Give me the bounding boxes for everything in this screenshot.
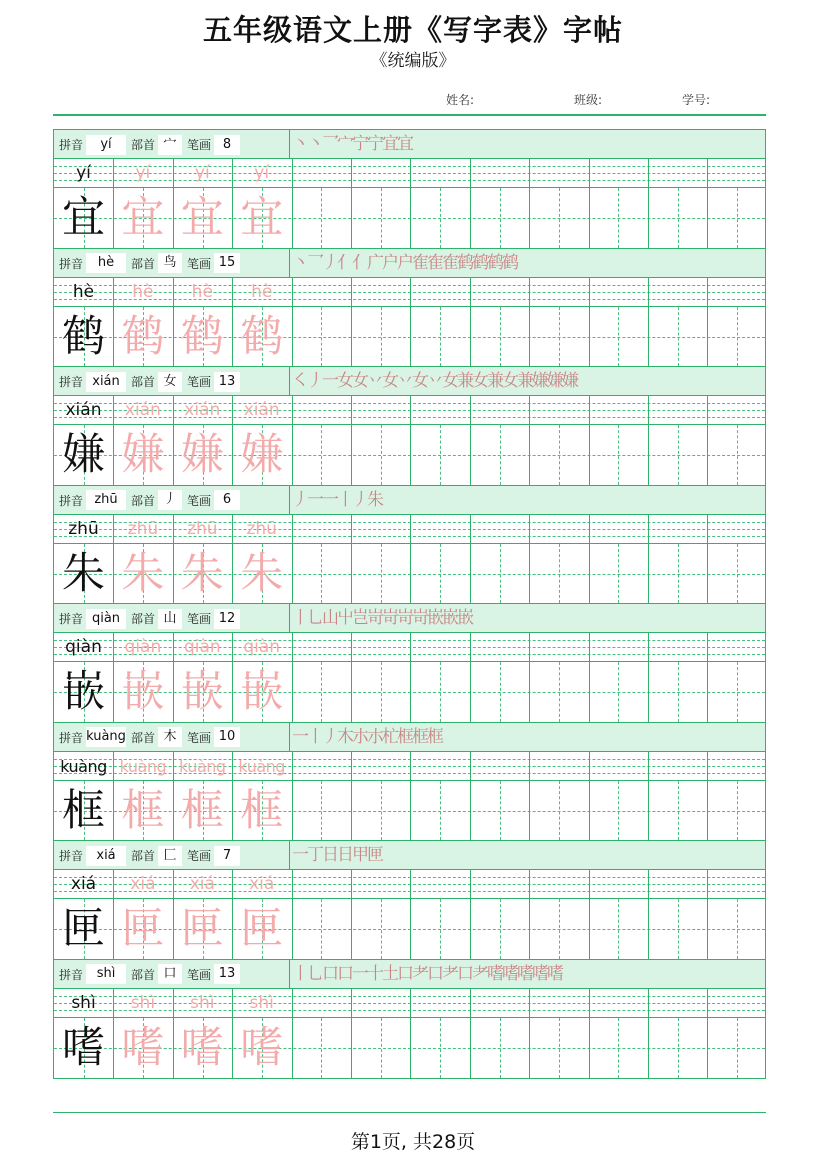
footer-divider — [53, 1112, 766, 1113]
hanzi-trace: 朱 — [180, 548, 224, 599]
character-block — [54, 130, 765, 249]
stroke-count-value: 13 — [214, 372, 240, 392]
character-header — [54, 367, 765, 396]
hanzi-trace: 框 — [180, 785, 224, 836]
class-label: 班级: — [574, 93, 603, 107]
pinyin-label: 拼音 — [59, 849, 84, 863]
radical-value: 山 — [158, 609, 182, 629]
pinyin-trace: qiàn — [243, 637, 281, 657]
character-header — [54, 604, 765, 633]
hanzi-trace: 嫌 — [180, 430, 224, 480]
stroke-order: 丶丶乛宀宁宁宜宜 — [292, 134, 412, 154]
radical-value: 丿 — [158, 490, 182, 510]
stroke-count-label: 笔画 — [187, 138, 212, 152]
hanzi-trace: 朱 — [240, 548, 284, 599]
radical-label: 部首 — [131, 493, 156, 508]
radical-value: 木 — [158, 727, 182, 747]
stroke-count-value: 7 — [214, 846, 240, 866]
hanzi-trace: 鹤 — [180, 311, 224, 362]
character-block — [54, 249, 765, 368]
character-block — [54, 841, 765, 960]
pinyin-trace: shì — [190, 992, 215, 1013]
pinyin-value: xián — [86, 372, 126, 392]
pinyin-label: 拼音 — [59, 730, 84, 745]
radical-value: 口 — [158, 964, 182, 984]
page-subtitle: 《统编版》 — [370, 51, 456, 71]
pinyin-trace: xiá — [130, 874, 156, 894]
character-header — [54, 723, 765, 752]
hanzi-trace: 鹤 — [121, 311, 165, 362]
hanzi-model: 宜 — [62, 193, 105, 243]
header-divider — [53, 114, 766, 116]
hanzi-model: 朱 — [62, 548, 105, 599]
hanzi-trace: 宜 — [180, 193, 224, 243]
pinyin-model: xián — [65, 400, 102, 420]
character-block — [54, 723, 765, 842]
radical-value: 鸟 — [158, 253, 182, 273]
pinyin-trace: shì — [130, 992, 156, 1013]
pinyin-trace: yí — [254, 163, 270, 183]
hanzi-trace: 嗜 — [180, 1022, 224, 1073]
pinyin-trace: zhū — [187, 518, 218, 539]
hanzi-trace: 朱 — [121, 548, 165, 599]
radical-label: 部首 — [131, 256, 156, 271]
pinyin-label: 拼音 — [59, 375, 84, 389]
pinyin-label: 拼音 — [59, 612, 84, 626]
character-block — [54, 486, 765, 605]
name-label: 姓名: — [446, 93, 475, 107]
hanzi-trace: 嵌 — [180, 667, 224, 717]
pinyin-trace: xián — [184, 400, 221, 420]
stroke-order: 丨乚山屮岂岢岢岢岢嵌嵌嵌 — [292, 608, 472, 628]
pinyin-trace: shì — [249, 992, 274, 1013]
stroke-count-value: 6 — [214, 490, 240, 510]
pinyin-trace: xián — [243, 400, 280, 420]
hanzi-trace: 框 — [121, 785, 165, 836]
hanzi-trace: 嗜 — [240, 1022, 284, 1073]
stroke-count-label: 笔画 — [187, 612, 212, 626]
stroke-count-label: 笔画 — [187, 493, 212, 508]
page-title: 五年级语文上册《写字表》字帖 — [202, 13, 623, 47]
pinyin-trace: xián — [124, 400, 161, 420]
stroke-order: ㇛丿一女女丷女丷女丷女兼女兼女兼嫌嫌嫌 — [292, 371, 577, 391]
pinyin-label: 拼音 — [59, 256, 84, 271]
radical-label: 部首 — [131, 730, 156, 745]
pinyin-trace: qiàn — [183, 637, 221, 657]
hanzi-model: 匣 — [62, 904, 105, 954]
pinyin-trace: xiá — [249, 874, 275, 894]
hanzi-trace: 宜 — [121, 193, 165, 243]
hanzi-trace: 匣 — [121, 904, 165, 954]
character-block — [54, 960, 765, 1079]
stroke-order: 丨乚口口一十土口耂口耂口耂嗜嗜嗜嗜嗜 — [292, 963, 562, 984]
pinyin-value: yí — [86, 135, 126, 155]
character-header — [54, 486, 765, 515]
pinyin-model: hè — [72, 281, 95, 302]
stroke-count-label: 笔画 — [187, 375, 212, 389]
hanzi-trace: 嵌 — [240, 667, 284, 717]
stroke-count-label: 笔画 — [187, 849, 212, 863]
radical-label: 部首 — [131, 138, 156, 152]
hanzi-trace: 宜 — [240, 193, 284, 243]
stroke-count-label: 笔画 — [187, 967, 212, 982]
hanzi-trace: 嗜 — [121, 1022, 165, 1073]
pinyin-trace: kuàng — [238, 756, 285, 776]
hanzi-trace: 框 — [240, 785, 284, 836]
pinyin-trace: yí — [135, 163, 151, 183]
radical-value: 宀 — [158, 135, 182, 155]
hanzi-trace: 嫌 — [121, 430, 165, 480]
stroke-count-label: 笔画 — [187, 256, 212, 271]
hanzi-model: 嗜 — [62, 1022, 105, 1073]
character-block — [54, 367, 765, 486]
pinyin-trace: qiàn — [124, 637, 162, 657]
stroke-order: 一丨丿木朩朩杧框框框 — [292, 726, 442, 747]
hanzi-trace: 鹤 — [240, 311, 284, 362]
pinyin-value: hè — [86, 253, 126, 273]
pinyin-trace: hè — [132, 281, 154, 302]
pinyin-label: 拼音 — [59, 967, 84, 982]
character-header — [54, 249, 765, 278]
pinyin-value: kuàng — [86, 727, 126, 747]
radical-label: 部首 — [131, 375, 156, 389]
page-footer: 第1页, 共28页 — [350, 1131, 476, 1153]
radical-label: 部首 — [131, 612, 156, 626]
stroke-count-value: 12 — [214, 609, 240, 629]
radical-label: 部首 — [131, 849, 156, 863]
pinyin-value: xiá — [86, 846, 126, 866]
character-header — [54, 130, 765, 159]
hanzi-model: 嵌 — [62, 667, 105, 717]
character-header — [54, 960, 765, 989]
hanzi-model: 鹤 — [62, 311, 105, 362]
character-header — [54, 841, 765, 870]
pinyin-value: shì — [86, 964, 126, 984]
stroke-order: 丿一一丨丿朱 — [292, 489, 382, 510]
stroke-count-label: 笔画 — [187, 730, 212, 745]
character-block — [54, 604, 765, 723]
pinyin-trace: zhū — [127, 518, 159, 539]
pinyin-label: 拼音 — [59, 493, 84, 508]
pinyin-trace: zhū — [246, 518, 277, 539]
pinyin-value: zhū — [86, 490, 126, 510]
practice-sheet — [53, 129, 766, 1079]
pinyin-model: qiàn — [65, 637, 102, 657]
pinyin-model: kuàng — [60, 756, 107, 776]
pinyin-model: yí — [76, 163, 91, 183]
pinyin-trace: kuàng — [119, 756, 167, 776]
hanzi-trace: 嵌 — [121, 667, 165, 717]
radical-label: 部首 — [131, 967, 156, 982]
stroke-count-value: 15 — [214, 253, 240, 273]
hanzi-model: 嫌 — [62, 430, 105, 480]
pinyin-trace: kuàng — [179, 756, 226, 776]
hanzi-trace: 匣 — [180, 904, 224, 954]
pinyin-trace: xiá — [189, 874, 215, 894]
radical-value: 女 — [158, 372, 182, 392]
hanzi-trace: 嫌 — [240, 430, 284, 480]
pinyin-model: shì — [71, 992, 96, 1013]
pinyin-model: zhū — [68, 518, 99, 539]
pinyin-trace: hè — [191, 281, 213, 302]
pinyin-label: 拼音 — [59, 138, 84, 152]
pinyin-model: xiá — [70, 874, 97, 894]
stroke-count-value: 8 — [214, 135, 240, 155]
radical-value: 匚 — [158, 846, 182, 866]
hanzi-trace: 匣 — [240, 904, 284, 954]
pinyin-trace: yí — [194, 163, 210, 183]
stroke-count-value: 10 — [214, 727, 240, 747]
hanzi-model: 框 — [62, 785, 105, 836]
stroke-order: 丶乛丿亻亻广户户隺隺隺鹤鹤鹤鹤 — [292, 252, 517, 273]
student-no-label: 学号: — [682, 93, 711, 107]
pinyin-value: qiàn — [86, 609, 126, 629]
stroke-order: 一丁日日甲匣 — [292, 845, 382, 865]
stroke-count-value: 13 — [214, 964, 240, 984]
pinyin-trace: hè — [251, 281, 273, 302]
